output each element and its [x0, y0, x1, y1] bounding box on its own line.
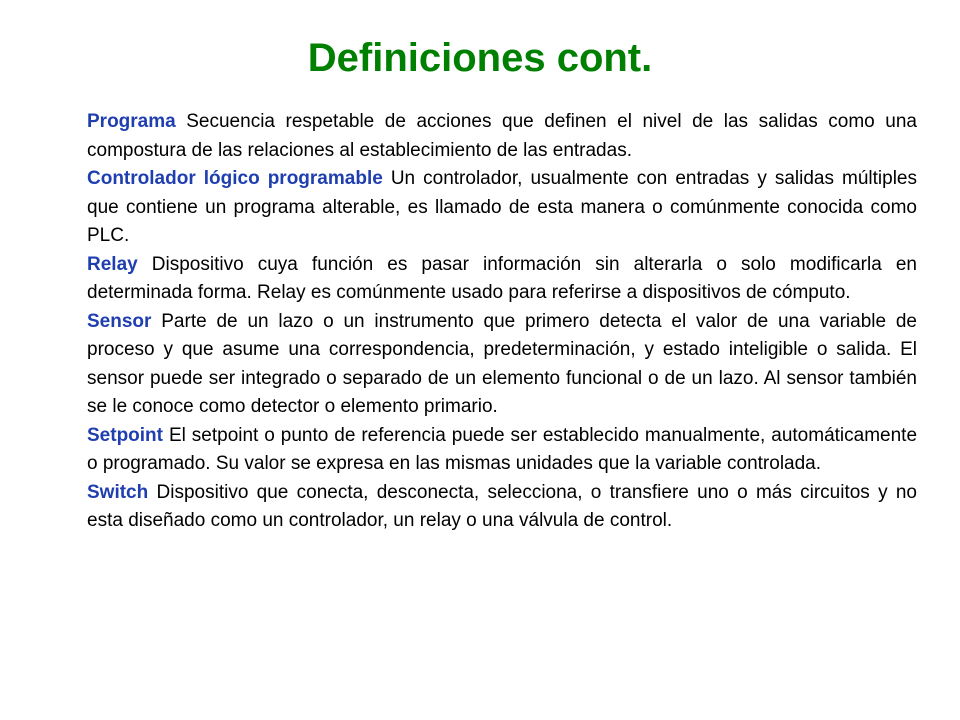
definition-text: Un controlador, usualmente con entradas y salidas múltiples que contiene un programa alterable, es llamado de esta manera o comúnmente conocida como PLC. [87, 168, 917, 246]
definition-relay [87, 251, 917, 308]
definition-term: Relay [87, 253, 138, 275]
definition-term: Controlador lógico programable [87, 168, 383, 189]
definition-controlador-logico-programable [87, 165, 917, 251]
definition-text: El setpoint o punto de referencia puede ser establecido manualmente, automáticamente o programado. Su valor se expresa en las mismas unidades que la variable controlada. [87, 424, 918, 474]
definition-text: Dispositivo cuya función es pasar información sin alterarla o solo modificarla en determinada forma. Relay es comúnmente usado para referirse a dispositivos de cómputo. [87, 253, 917, 303]
definition-switch [87, 479, 917, 536]
definition-programa [87, 108, 917, 165]
definition-sensor [87, 308, 917, 422]
definition-setpoint [87, 422, 917, 479]
definition-term: Switch [87, 481, 149, 503]
definition-text: Secuencia respetable de acciones que definen el nivel de las salidas como una compostura de las relaciones al establecimiento de las entradas. [87, 111, 917, 161]
definitions-list [87, 108, 917, 536]
definition-term: Sensor [87, 310, 152, 332]
slide-title: Definiciones cont. [307, 36, 653, 80]
definition-text: Parte de un lazo o un instrumento que primero detecta el valor de una variable de proceso y que asume una correspondencia, predeterminación, y estado inteligible o salida. El sensor puede ser integrado o separado de un elemento funcional o de un lazo. Al sensor también se le conoce como detector o elemento primario. [87, 310, 917, 417]
definition-text: Dispositivo que conecta, desconecta, selecciona, o transfiere uno o más circuitos y no esta diseñado como un controlador, un relay o una válvula de control. [87, 481, 917, 531]
definition-term: Setpoint [87, 424, 163, 446]
definition-term: Programa [87, 111, 176, 132]
